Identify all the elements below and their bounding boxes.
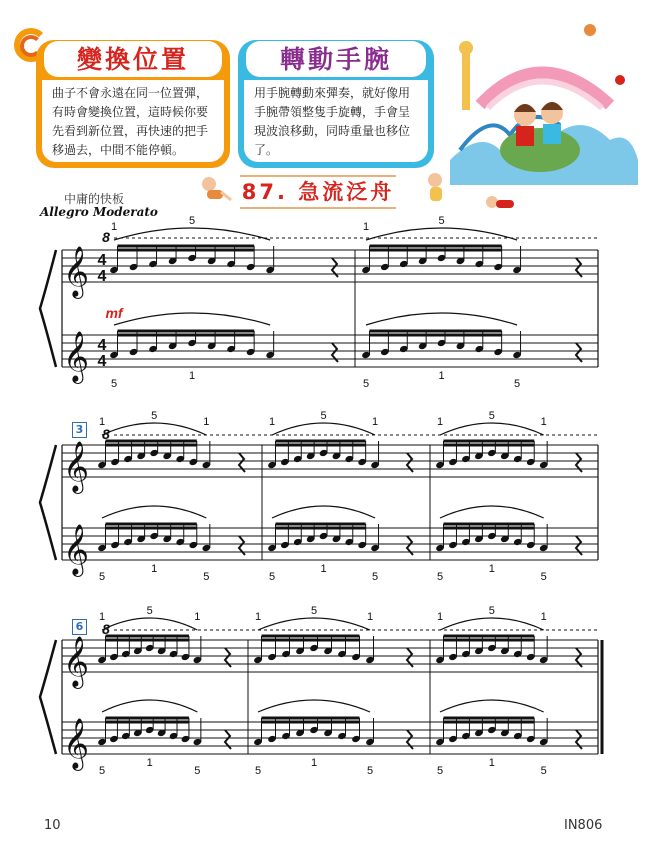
slur: [272, 423, 375, 435]
fingering: 1: [194, 611, 201, 623]
slur: [258, 618, 370, 630]
fingering: 5: [488, 605, 495, 617]
treble-clef: 𝄞: [62, 247, 90, 296]
tip-text-position: 曲子不會永遠在同一位置彈，有時會變換位置，這時候你要先看到新位置，再快速的把手移過去，中間不能停頓。: [52, 86, 209, 157]
fingering: 1: [310, 757, 318, 769]
fingering: 1: [362, 221, 370, 233]
fingering: 5: [203, 571, 210, 583]
fingering: 5: [366, 765, 374, 777]
fingering: 1: [366, 611, 374, 623]
fingering: 1: [268, 416, 276, 428]
treble-clef: 𝄞: [62, 637, 90, 686]
fingering: 5: [310, 605, 318, 617]
slur: [272, 506, 375, 518]
fingering: 5: [540, 765, 547, 777]
treble-clef: 𝄞: [62, 332, 90, 381]
fingering: 5: [436, 571, 444, 583]
tip-title-wrist: 轉動手腕: [246, 41, 426, 77]
slur: [102, 618, 197, 630]
time-signature-bottom: 4: [97, 353, 107, 370]
fingering: 1: [146, 757, 153, 769]
fingering: 5: [436, 765, 444, 777]
fingering: 5: [513, 378, 521, 390]
slur: [440, 506, 544, 518]
fingering: 1: [203, 416, 210, 428]
treble-clef: 𝄞: [62, 719, 90, 768]
measure-number-box: 6: [72, 619, 87, 635]
slur: [102, 423, 206, 435]
measure-number-box: 3: [72, 422, 87, 438]
brace: [40, 250, 56, 367]
time-signature-top: 4: [97, 252, 107, 269]
slur: [440, 423, 544, 435]
fingering: 5: [98, 765, 106, 777]
page-number: 10: [44, 818, 61, 833]
slur: [440, 618, 544, 630]
fingering: 1: [371, 416, 379, 428]
fingering: 1: [436, 611, 444, 623]
fingering: 5: [320, 410, 327, 422]
fingering: 5: [254, 765, 262, 777]
tip-text-wrist: 用手腕轉動來彈奏，就好像用手腕帶領整隻手旋轉，手會呈現波浪移動，同時重量也移位了。: [254, 86, 411, 157]
tip-title-position: 變換位置: [44, 41, 222, 77]
fingering: 1: [488, 563, 495, 575]
fingering: 1: [254, 611, 262, 623]
dynamic-mf: mf: [105, 305, 123, 321]
tempo-chinese: 中庸的快板: [64, 192, 125, 206]
fingering: 5: [98, 571, 106, 583]
slur: [366, 313, 517, 325]
fingering: 1: [151, 563, 158, 575]
slur: [258, 700, 370, 712]
fingering: 1: [540, 416, 547, 428]
fingering: 5: [371, 571, 379, 583]
fingering: 5: [110, 378, 118, 390]
octave-marking: 8: [102, 426, 110, 442]
slur: [440, 700, 544, 712]
fingering: 1: [438, 370, 445, 382]
time-signature-top: 4: [97, 337, 107, 354]
octave-marking: 8: [102, 229, 110, 245]
slur: [114, 313, 270, 325]
fingering: 1: [189, 370, 196, 382]
fingering: 1: [488, 757, 495, 769]
fingering: 5: [189, 215, 196, 227]
fingering: 1: [98, 416, 106, 428]
time-signature-bottom: 4: [97, 268, 107, 285]
fingering: 5: [488, 410, 495, 422]
brace: [40, 640, 56, 754]
treble-clef: 𝄞: [62, 525, 90, 574]
brace: [40, 445, 56, 560]
fingering: 5: [268, 571, 276, 583]
fingering: 5: [362, 378, 370, 390]
slur: [102, 506, 206, 518]
fingering: 5: [151, 410, 158, 422]
book-code: IN806: [564, 818, 603, 833]
fingering: 5: [146, 605, 153, 617]
tempo-marking: Allegro Moderato: [40, 205, 158, 219]
piece-title: 87. 急流泛舟: [240, 175, 396, 209]
octave-marking: 8: [102, 621, 110, 637]
fingering: 5: [540, 571, 547, 583]
fingering: 1: [540, 611, 547, 623]
fingering: 1: [320, 563, 327, 575]
slur: [102, 700, 197, 712]
fingering: 1: [98, 611, 106, 623]
fingering: 1: [436, 416, 444, 428]
fingering: 1: [110, 221, 118, 233]
fingering: 5: [194, 765, 201, 777]
fingering: 5: [438, 215, 445, 227]
treble-clef: 𝄞: [62, 442, 90, 491]
